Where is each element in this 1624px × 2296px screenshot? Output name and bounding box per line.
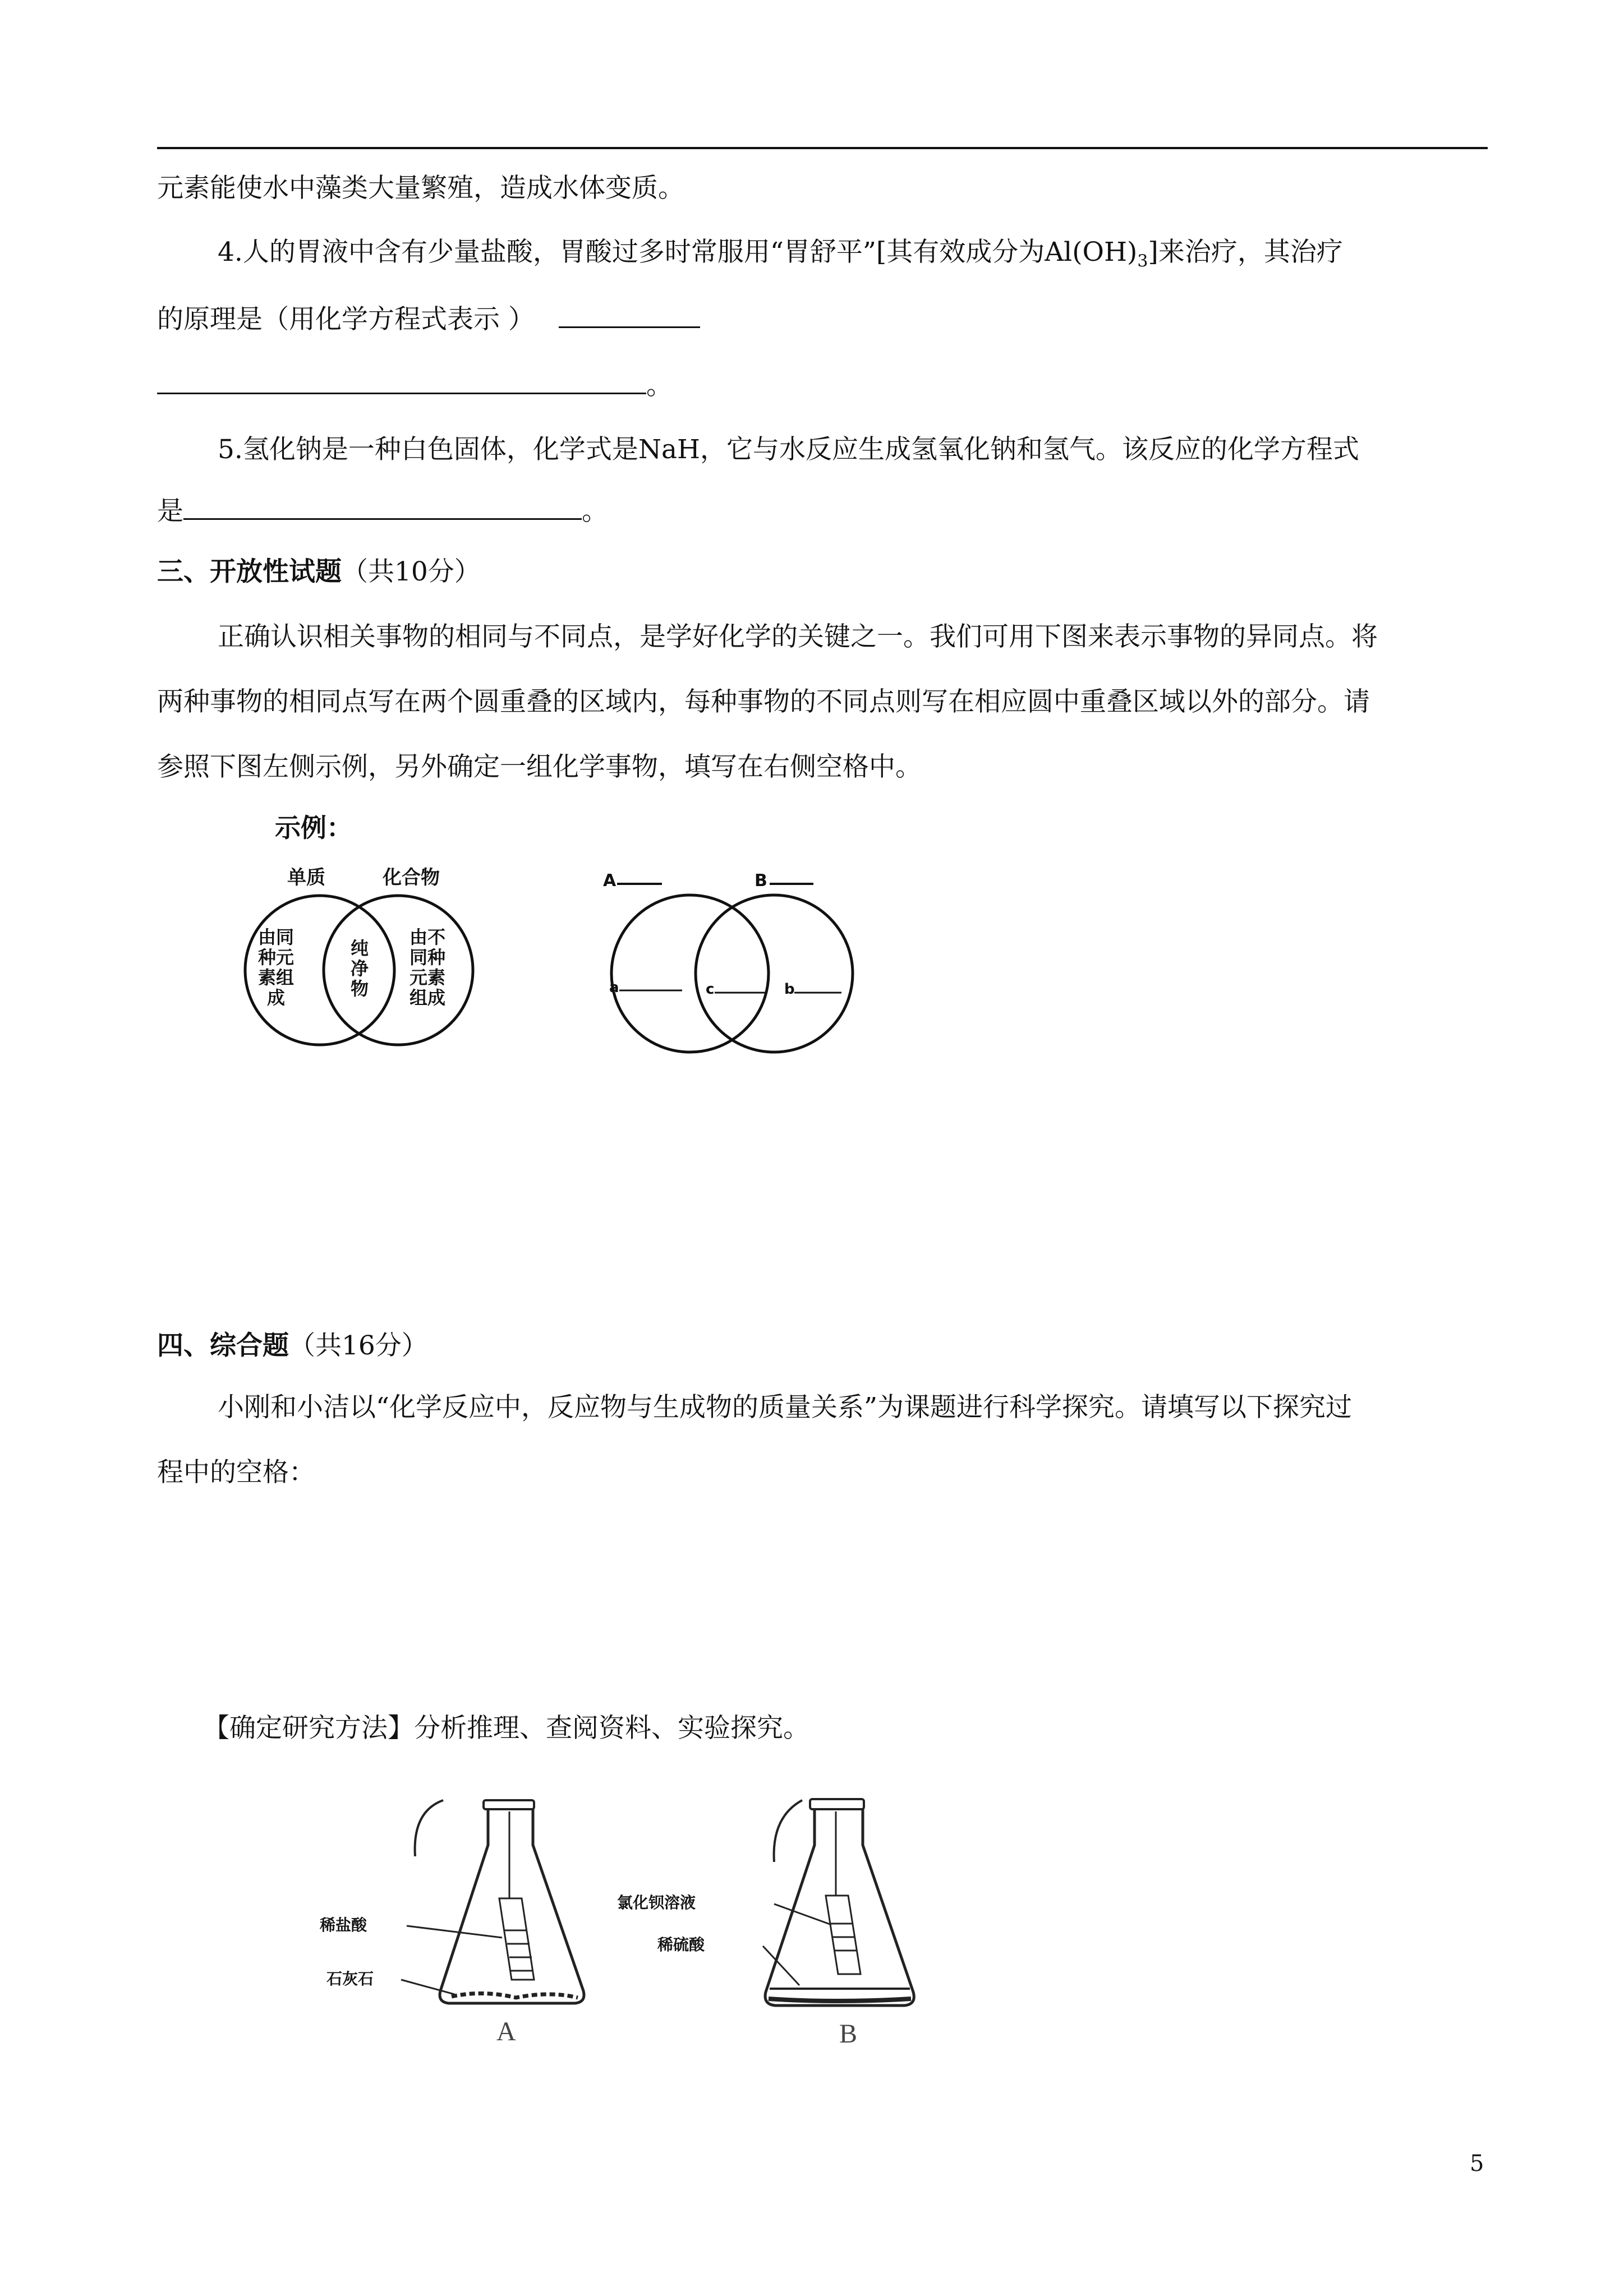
flask-a-test-tube	[499, 1898, 534, 1980]
section-4-paragraph-line-1: 小刚和小洁以“化学反应中，反应物与生成物的质量关系”为课题进行科学探究。请填写以下探究过	[218, 1392, 1352, 1423]
flask-a	[319, 1800, 584, 2046]
venn-template-right-circle	[696, 895, 853, 1052]
question-5-text-b: 是	[157, 496, 183, 527]
question-4-line-2	[157, 302, 700, 336]
flask-a-label-line-bottom	[401, 1980, 454, 1994]
venn-template-left-circle	[611, 895, 769, 1052]
section-3-paragraph-line-1: 正确认识相关事物的相同与不同点，是学好化学的关键之一。我们可用下图来表示事物的异同点。将	[218, 621, 1378, 652]
page-number: 5	[1470, 2151, 1484, 2177]
section-4-title: 四、综合题	[157, 1330, 289, 1361]
section-3-title: 三、开放性试题	[157, 556, 342, 587]
venn-left-text-1: 由同	[258, 926, 295, 948]
venn-right-text-4: 组成	[410, 987, 446, 1008]
venn-blank-right-label: b	[784, 981, 795, 998]
section-4-paragraph-line-2: 程中的空格：	[157, 1457, 315, 1488]
venn-right-text-1: 由不	[410, 926, 446, 948]
flask-b-liquid-bottom	[769, 1999, 911, 2001]
venn-example-right-circle	[324, 896, 473, 1045]
question-5-answer-blank[interactable]	[183, 494, 582, 520]
paragraph-continuation: 元素能使水中藻类大量繁殖，造成水体变质。	[157, 173, 684, 204]
question-4-text-b: ]来治疗，其治疗	[1148, 237, 1343, 268]
venn-middle-text-1: 纯	[351, 938, 369, 959]
section-3-paragraph-line-2: 两种事物的相同点写在两个圆重叠的区域内，每种事物的不同点则写在相应圆中重叠区域以外的部分。请	[157, 686, 1370, 717]
section-3-paragraph-line-3: 参照下图左侧示例，另外确定一组化学事物，填写在右侧空格中。	[157, 751, 922, 782]
question-5-line-2	[157, 494, 608, 528]
question-4-subscript: 3	[1137, 251, 1148, 271]
flask-a-label-top: 稀盐酸	[320, 1916, 367, 1934]
venn-blank-a-label: A	[603, 871, 617, 891]
venn-middle-text-3: 物	[351, 978, 369, 999]
venn-left-title: 单质	[287, 866, 325, 889]
flask-experiment-figure	[314, 1778, 987, 2058]
flask-b-label-bottom: 稀硫酸	[657, 1935, 705, 1954]
venn-left-text-3: 素组	[258, 967, 295, 988]
venn-middle-text-2: 净	[351, 958, 369, 979]
venn-example-label: 示例：	[275, 813, 352, 843]
flask-b	[617, 1799, 914, 2049]
venn-left-text-2: 种元	[258, 947, 295, 968]
venn-right-title: 化合物	[383, 866, 440, 889]
flask-b-label-top: 氯化钡溶液	[617, 1893, 696, 1912]
question-4-period: 。	[646, 370, 673, 401]
flask-b-label-line-top	[774, 1904, 831, 1925]
question-4-line-1	[218, 236, 1343, 278]
flask-b-caption: B	[839, 2019, 858, 2049]
flask-a-caption: A	[496, 2017, 516, 2046]
venn-diagram-figure	[236, 808, 909, 1077]
section-3-points: （共10分）	[342, 556, 481, 587]
venn-blank-mid-label: c	[706, 981, 715, 998]
flask-a-string	[415, 1800, 443, 1856]
flask-a-label-bottom: 石灰石	[326, 1970, 374, 1988]
question-4-line-3	[157, 368, 673, 403]
flask-b-test-tube	[826, 1896, 861, 1974]
flask-b-stopper	[810, 1799, 864, 1809]
question-4-answer-blank-1[interactable]	[559, 302, 700, 328]
question-5-line-1: 5.氢化钠是一种白色固体，化学式是NaH，它与水反应生成氢氧化钠和氢气。该反应的化学方程式	[218, 434, 1359, 465]
question-5-period: 。	[582, 496, 608, 527]
header-rule	[157, 147, 1488, 149]
section-4-points: （共16分）	[289, 1330, 428, 1361]
flask-a-label-line-top	[407, 1926, 502, 1938]
flask-a-stopper	[484, 1800, 534, 1809]
question-4-text-a: 4.人的胃液中含有少量盐酸，胃酸过多时常服用“胃舒平”[其有效成分为Al(OH)	[218, 237, 1138, 268]
venn-left-text-4: 成	[267, 987, 286, 1008]
flask-b-string	[774, 1800, 802, 1862]
venn-right-text-2: 同种	[410, 947, 446, 968]
question-4-text-c: 的原理是（用化学方程式表示 ）	[157, 304, 535, 335]
section-4-heading	[157, 1329, 428, 1363]
venn-right-text-3: 元素	[410, 967, 446, 988]
flask-b-label-line-bottom	[763, 1946, 799, 1985]
research-method-line: 【确定研究方法】分析推理、查阅资料、实验探究。	[203, 1713, 809, 1744]
venn-blank-left-label: a	[609, 979, 619, 996]
venn-blank-b-label: B	[755, 871, 767, 891]
flask-a-limestone	[452, 1993, 578, 1998]
section-3-heading	[157, 555, 481, 589]
question-4-answer-blank-2[interactable]	[157, 368, 646, 394]
